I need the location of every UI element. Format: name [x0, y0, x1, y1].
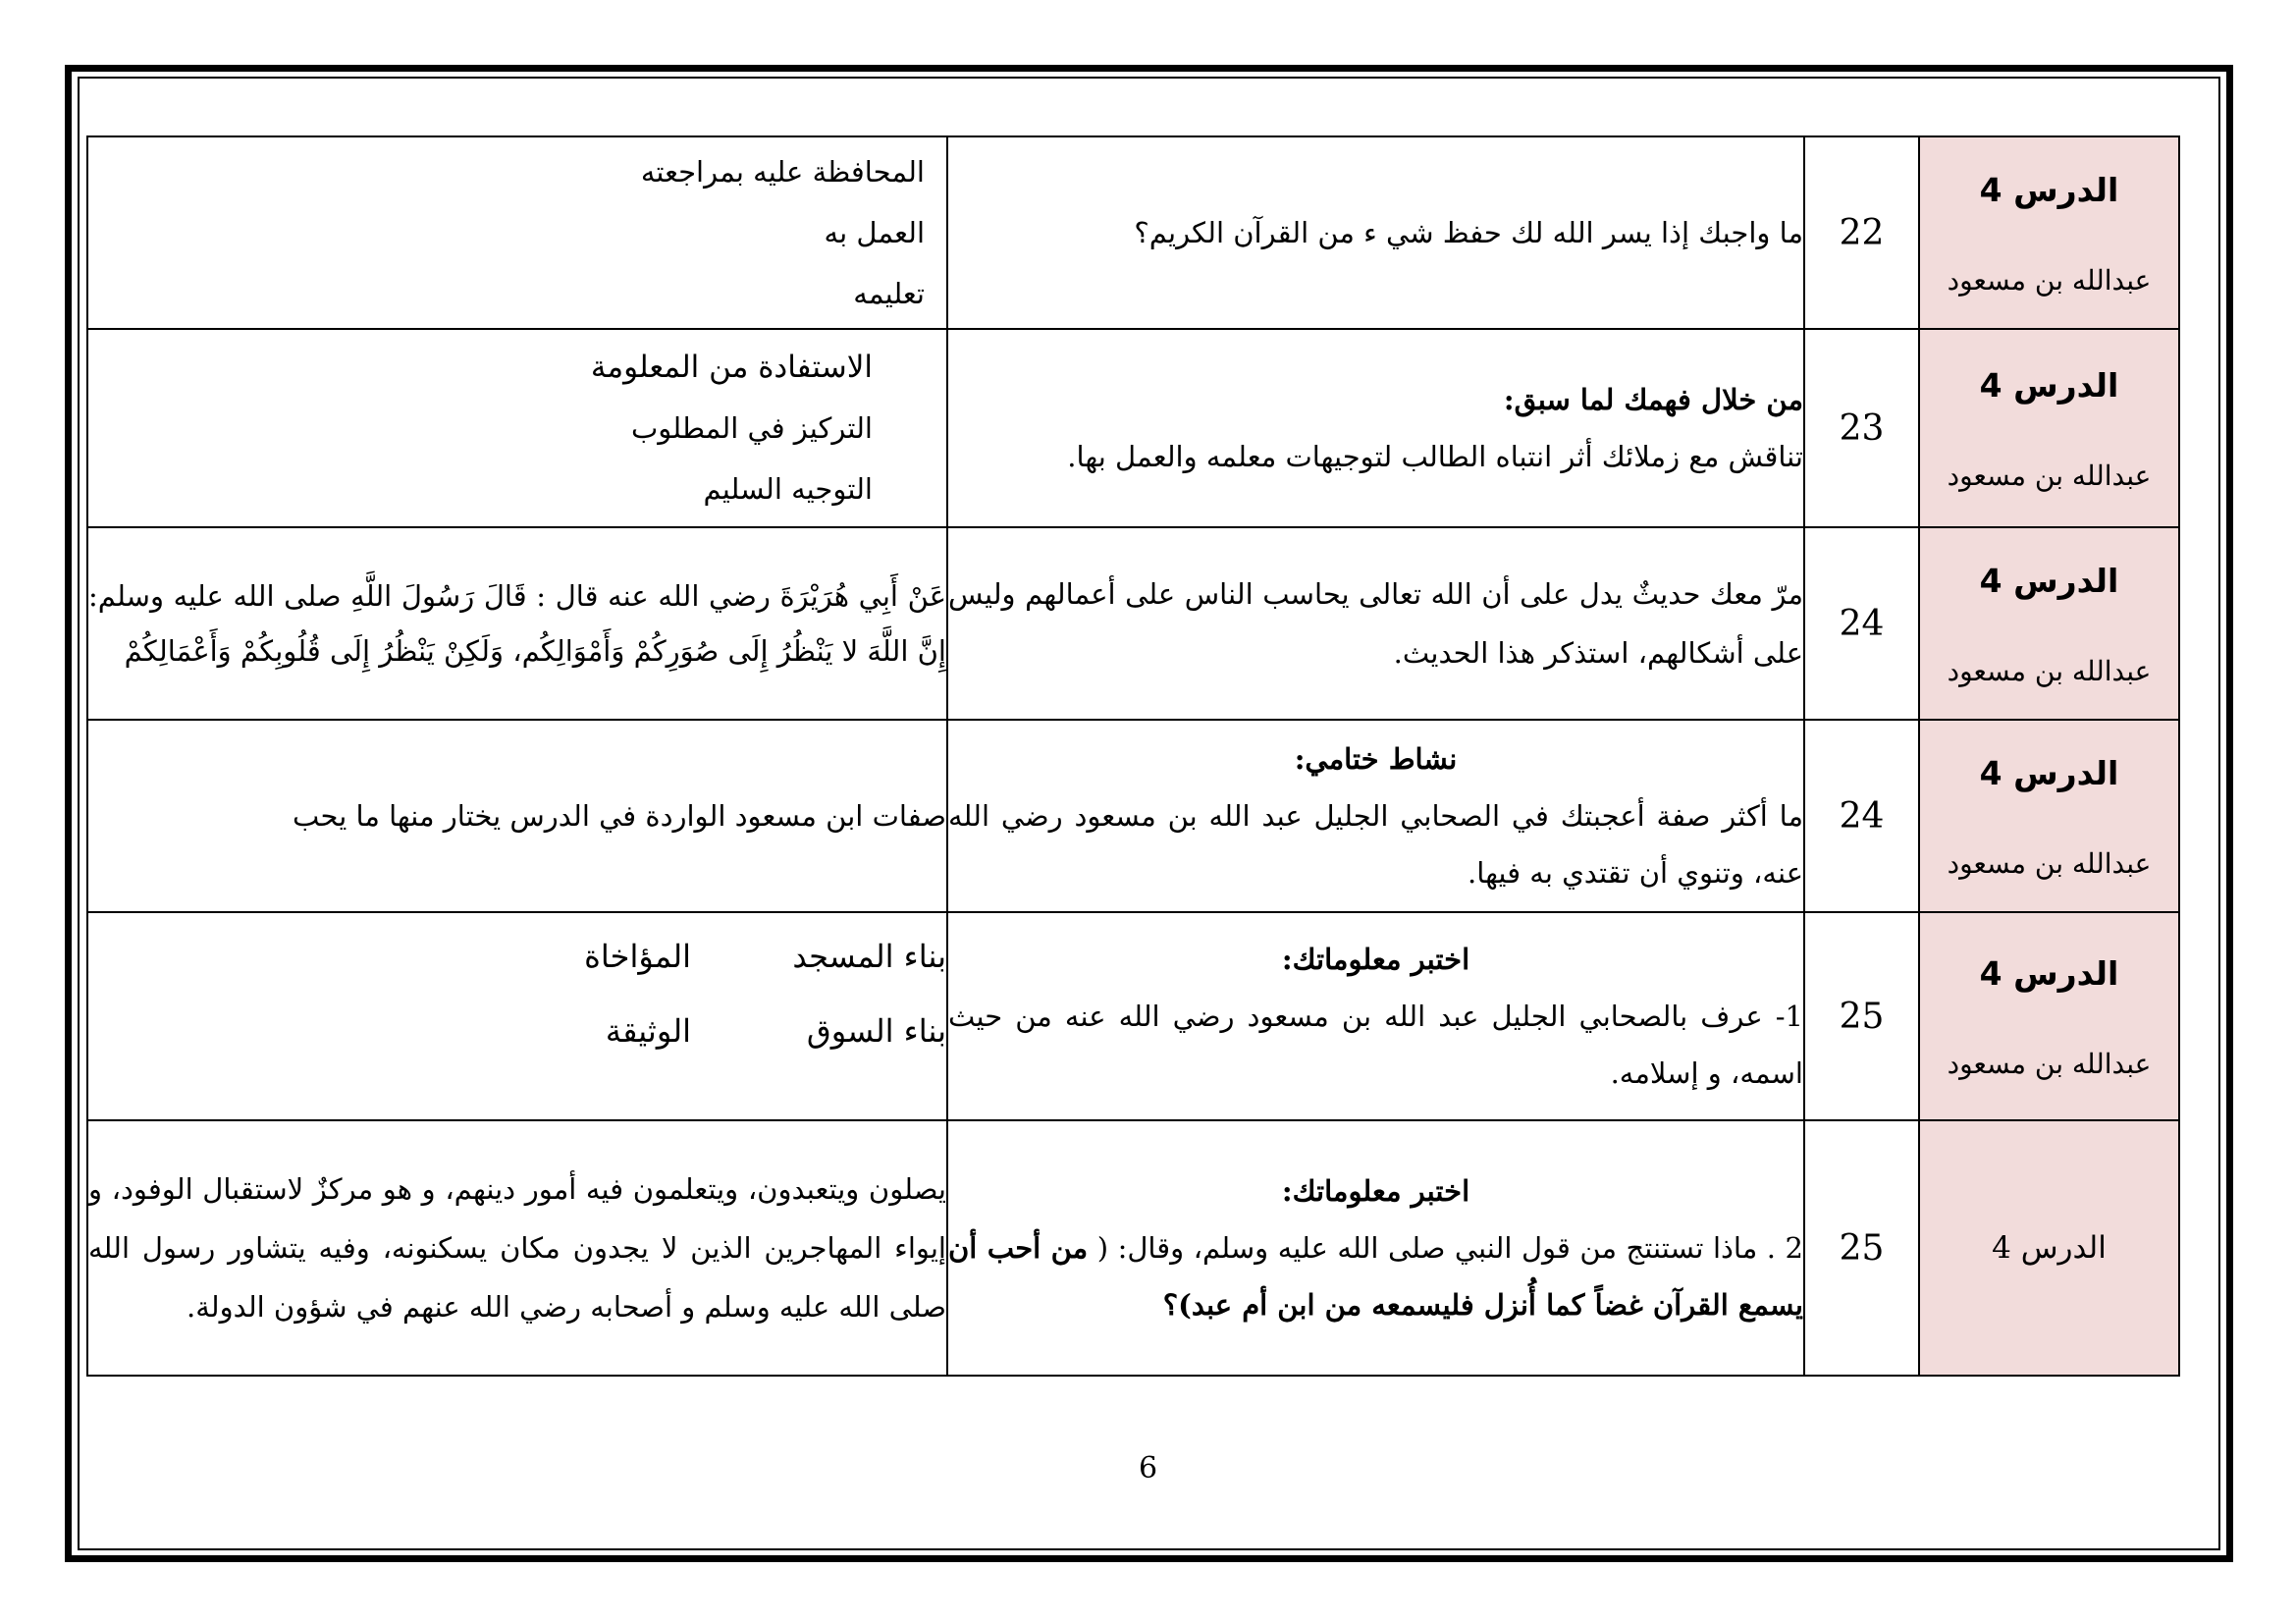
lesson-cell	[1919, 720, 2179, 912]
question-text-quote: من أحب أن يسمع القرآن غضاً كما أُنزل فليسمعه من ابن أم عبد)؟	[948, 1231, 1803, 1322]
lesson-cell	[1919, 1120, 2179, 1376]
question-cell	[947, 527, 1804, 720]
question-text: مرّ معك حديثٌ يدل على أن الله تعالى يحاسب الناس على أعمالهم وليس على أشكالهم، استذكر هذا الحديث.	[948, 577, 1803, 670]
question-text: ما أكثر صفة أعجبتك في الصحابي الجليل عبد الله بن مسعود رضي الله عنه، وتنوي أن تقتدي به فيها.	[948, 799, 1803, 890]
question-cell	[947, 136, 1804, 329]
lesson-subtitle: عبدالله بن مسعود	[1947, 847, 2152, 880]
item-number: 24	[1804, 720, 1919, 912]
option-item: المؤاخاة	[584, 938, 691, 975]
question-text-plain: 2 . ماذا تستنتج من قول النبي صلى الله عليه وسلم، وقال: (	[1096, 1231, 1803, 1265]
lesson-title: الدرس 4	[1979, 171, 2119, 209]
answer-cell	[87, 720, 947, 912]
table-row	[87, 912, 2179, 1120]
answer-line: تعليمه	[853, 277, 925, 310]
lesson-title: الدرس 4	[1992, 1230, 2107, 1266]
table-row	[87, 136, 2179, 329]
answer-line: العمل به	[824, 216, 925, 249]
question-cell	[947, 329, 1804, 527]
table-row	[87, 527, 2179, 720]
lesson-cell	[1919, 136, 2179, 329]
item-number: 23	[1804, 329, 1919, 527]
option-item: بناء المسجد	[792, 938, 946, 975]
item-number: 25	[1804, 912, 1919, 1120]
lesson-table	[86, 135, 2180, 1377]
lesson-title: الدرس 4	[1979, 562, 2119, 600]
question-cell	[947, 1120, 1804, 1376]
question-text: ما واجبك إذا يسر الله لك حفظ شي ء من القرآن الكريم؟	[1134, 216, 1803, 249]
lesson-cell	[1919, 527, 2179, 720]
lesson-subtitle: عبدالله بن مسعود	[1947, 655, 2152, 687]
question-text: 1- عرف بالصحابي الجليل عبد الله بن مسعود رضي الله عنه من حيث اسمه، و إسلامه.	[948, 1000, 1803, 1090]
answer-line: الاستفادة من المعلومة	[590, 350, 873, 385]
option-item: بناء السوق	[806, 1012, 946, 1050]
question-heading: نشاط ختامي:	[1294, 742, 1458, 776]
answer-cell	[87, 329, 947, 527]
lesson-subtitle: عبدالله بن مسعود	[1947, 460, 2152, 492]
answer-line: المحافظة عليه بمراجعته	[640, 155, 925, 189]
lesson-title: الدرس 4	[1979, 754, 2119, 792]
question-cell	[947, 720, 1804, 912]
answer-cell	[87, 136, 947, 329]
lesson-cell	[1919, 912, 2179, 1120]
answer-cell	[87, 912, 947, 1120]
page-number: 6	[1138, 1451, 1158, 1486]
answer-line: التوجيه السليم	[703, 472, 873, 506]
hadith-text: عَنْ أَبِي هُرَيْرَةَ رضي الله عنه قال : قَالَ رَسُولَ اللَّهِ صلى الله عليه وسلم: إِنَّ اللَّهَ لا يَنْظُرُ إِلَى صُوَرِكُمْ وَأَمْوَالِكُم، وَلَكِنْ يَنْظُرُ إِلَى قُلُوبِكُمْ وَأَعْمَالِكُمْ	[88, 579, 946, 668]
options-grid	[436, 919, 946, 1068]
question-heading: اختبر معلوماتك:	[1281, 1174, 1470, 1208]
item-number: 24	[1804, 527, 1919, 720]
table-row	[87, 720, 2179, 912]
lesson-subtitle: عبدالله بن مسعود	[1947, 264, 2152, 297]
lesson-subtitle: عبدالله بن مسعود	[1947, 1048, 2152, 1080]
item-number: 22	[1804, 136, 1919, 329]
question-text: تناقش مع زملائك أثر انتباه الطالب لتوجيهات معلمه والعمل بها.	[1067, 440, 1803, 473]
question-text	[948, 1219, 1803, 1333]
option-item: الوثيقة	[605, 1012, 691, 1050]
table-row	[87, 1120, 2179, 1376]
answer-cell	[87, 1120, 947, 1376]
answer-line: يصلون ويتعبدون، ويتعلمون فيه أمور دينهم، و هو مركزٌ لاستقبال الوفود، و إيواء المهاجرين الذين لا يجدون مكان يسكنونه، وفيه يتشاور رسول الله صلى الله عليه وسلم و أصحابه رضي الله عنهم في شؤون الدولة.	[88, 1172, 946, 1324]
table-row	[87, 329, 2179, 527]
item-number: 25	[1804, 1120, 1919, 1376]
answer-line: التركيز في المطلوب	[630, 411, 873, 445]
lesson-cell	[1919, 329, 2179, 527]
question-heading: من خلال فهمك لما سبق:	[1503, 383, 1803, 416]
question-heading: اختبر معلوماتك:	[1281, 943, 1470, 976]
answer-cell	[87, 527, 947, 720]
answer-line: صفات ابن مسعود الواردة في الدرس يختار منها ما يحب	[293, 799, 946, 833]
lesson-title: الدرس 4	[1979, 954, 2119, 993]
question-cell	[947, 912, 1804, 1120]
lesson-title: الدرس 4	[1979, 366, 2119, 405]
